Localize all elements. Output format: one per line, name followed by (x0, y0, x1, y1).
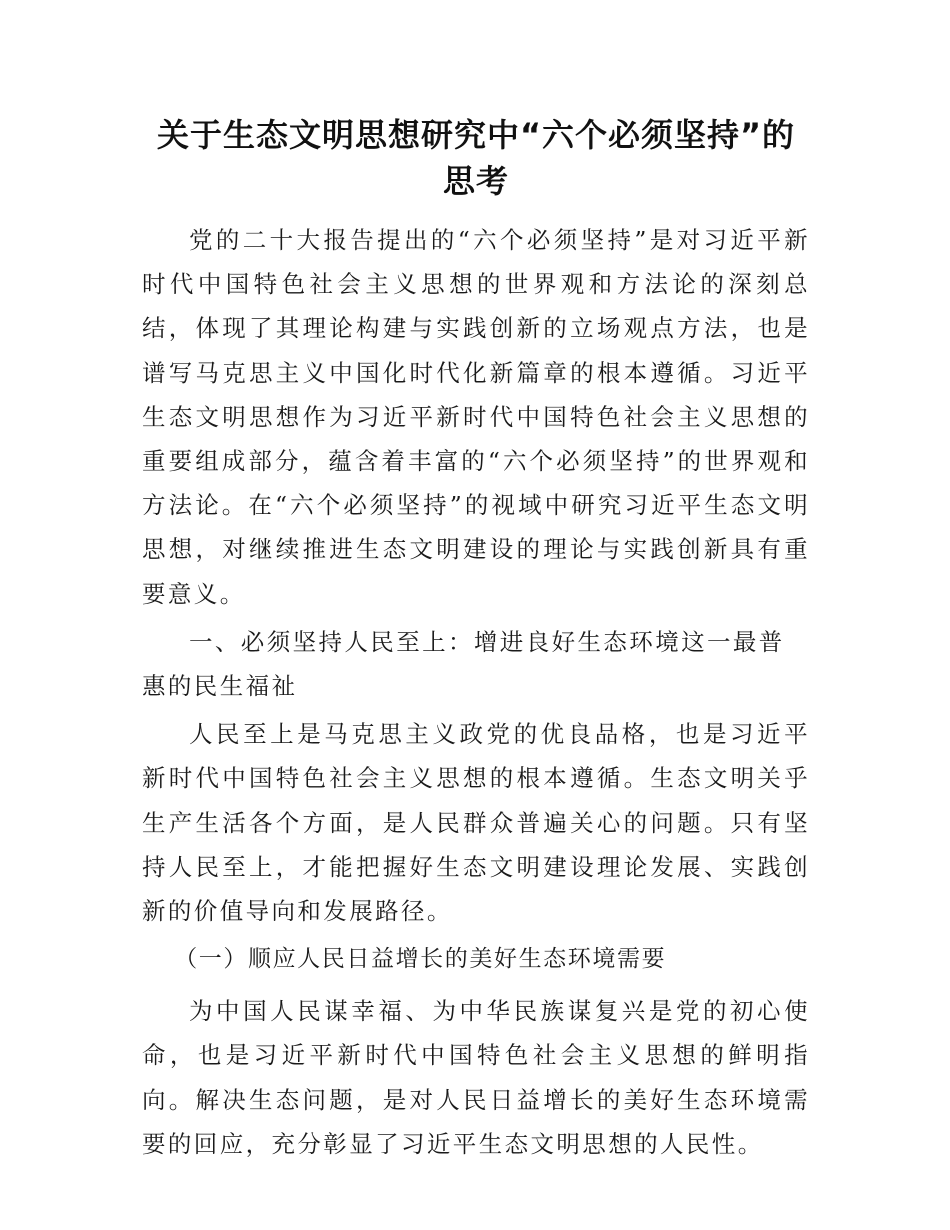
intro-paragraph: 党的二十大报告提出的“六个必须坚持”是对习近平新时代中国特色社会主义思想的世界观和方法论的深刻总结，体现了其理论构建与实践创新的立场观点方法，也是谱写马克思主义中国化时代化新篇章的根本遵循。习近平生态文明思想作为习近平新时代中国特色社会主义思想的重要组成部分，蕴含着丰富的“六个必须坚持”的世界观和方法论。在“六个必须坚持”的视域中研究习近平生态文明思想，对继续推进生态文明建设的理论与实践创新具有重要意义。 (142, 226, 810, 608)
document-title (142, 112, 810, 204)
title-line-2: 思考 (442, 162, 509, 200)
title-line-1: 关于生态文明思想研究中“六个必须坚持”的 (156, 116, 796, 154)
subsection-heading-1: （一）顺应人民日益增长的美好生态环境需要 (174, 946, 667, 973)
document-body (142, 112, 810, 1170)
section-heading-1: 一、必须坚持人民至上：增进良好生态环境这一最普惠的民生福祉 (142, 627, 785, 701)
section-1-paragraph: 人民至上是马克思主义政党的优良品格，也是习近平新时代中国特色社会主义思想的根本遵循。生态文明关乎生产生活各个方面，是人民群众普遍关心的问题。只有坚持人民至上，才能把握好生态文明建设理论发展、实践创新的价值导向和发展路径。 (142, 720, 810, 926)
subsection-1-paragraph: 为中国人民谋幸福、为中华民族谋复兴是党的初心使命，也是习近平新时代中国特色社会主义思想的鲜明指向。解决生态问题，是对人民日益增长的美好生态环境需要的回应，充分彰显了习近平生态文明思想的人民性。 (142, 997, 810, 1158)
